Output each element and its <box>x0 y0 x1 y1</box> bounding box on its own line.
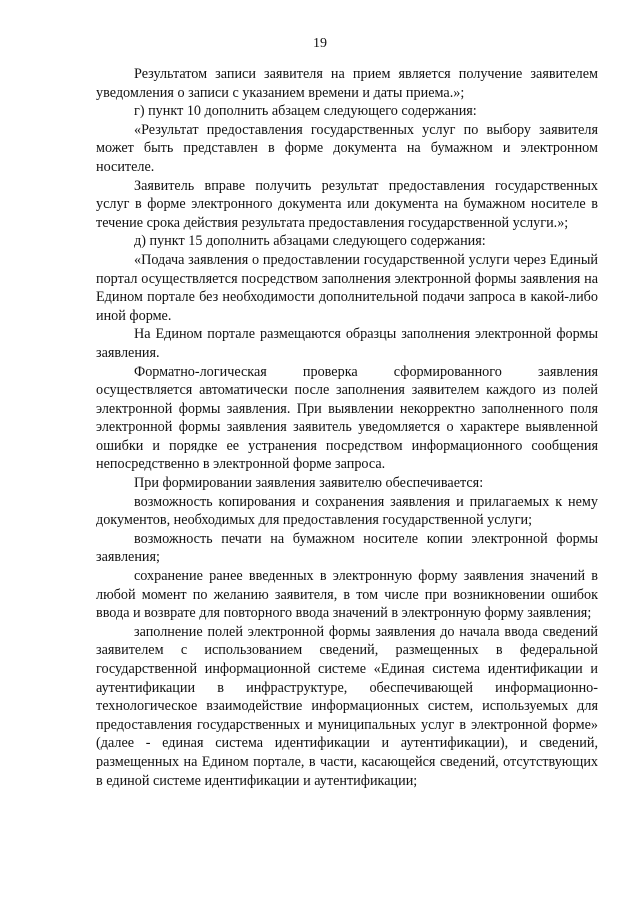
paragraph: г) пункт 10 дополнить абзацем следующего содержания: <box>134 103 477 120</box>
paragraph: заполнение полей электронной формы заявления до начала ввода сведений заявителем с использованием сведений, размещенных в федеральной государственной информационной системе «Единая система идентификации и аутентификации в инфраструктуре, обеспечивающей информационно-технологическое взаимодействие информационных систем, используемых для предоставления государственных и муниципальных услуг в электронной форме» (далее - единая система идентификации и аутентификации), и сведений, размещенных на Едином портале, в части, касающейся сведений, отсутствующих в единой системе идентификации и аутентификации; <box>96 623 598 789</box>
paragraph: Заявитель вправе получить результат предоставления государственных услуг в форме электронного документа или документа на бумажном носителе в течение срока действия результата предоставления государственной услуги.»; <box>96 177 598 231</box>
paragraph: «Результат предоставления государственных услуг по выбору заявителя может быть представлен в форме документа на бумажном и электронном носителе. <box>96 121 598 175</box>
document-body <box>96 65 598 790</box>
page-number: 19 <box>313 36 327 51</box>
paragraph: Форматно-логическая проверка сформированного заявления осуществляется автоматически после заполнения заявителем каждого из полей электронной формы заявления. При выявлении некорректно заполненного поля электронной формы заявления заявитель уведомляется о характере выявленной ошибки и порядке ее устранения посредством информационного сообщения непосредственно в электронной форме запроса. <box>96 363 598 473</box>
paragraph: «Подача заявления о предоставлении государственной услуги через Единый портал осуществляется посредством заполнения электронной формы заявления на Едином портале без необходимости дополнительной подачи запроса в какой-либо иной форме. <box>96 251 598 324</box>
paragraph: Результатом записи заявителя на прием является получение заявителем уведомления о записи с указанием времени и даты приема.»; <box>96 66 598 101</box>
paragraph: сохранение ранее введенных в электронную форму заявления значений в любой момент по желанию заявителя, в том числе при возникновении ошибок ввода и возврате для повторного ввода значений в электронную форму заявления; <box>96 568 598 622</box>
paragraph: При формировании заявления заявителю обеспечивается: <box>134 475 484 492</box>
paragraph: д) пункт 15 дополнить абзацами следующего содержания: <box>134 233 486 250</box>
paragraph: На Едином портале размещаются образцы заполнения электронной формы заявления. <box>96 326 598 361</box>
paragraph: возможность копирования и сохранения заявления и прилагаемых к нему документов, необходимых для предоставления государственной услуги; <box>96 493 598 529</box>
paragraph: возможность печати на бумажном носителе копии электронной формы заявления; <box>96 530 598 566</box>
